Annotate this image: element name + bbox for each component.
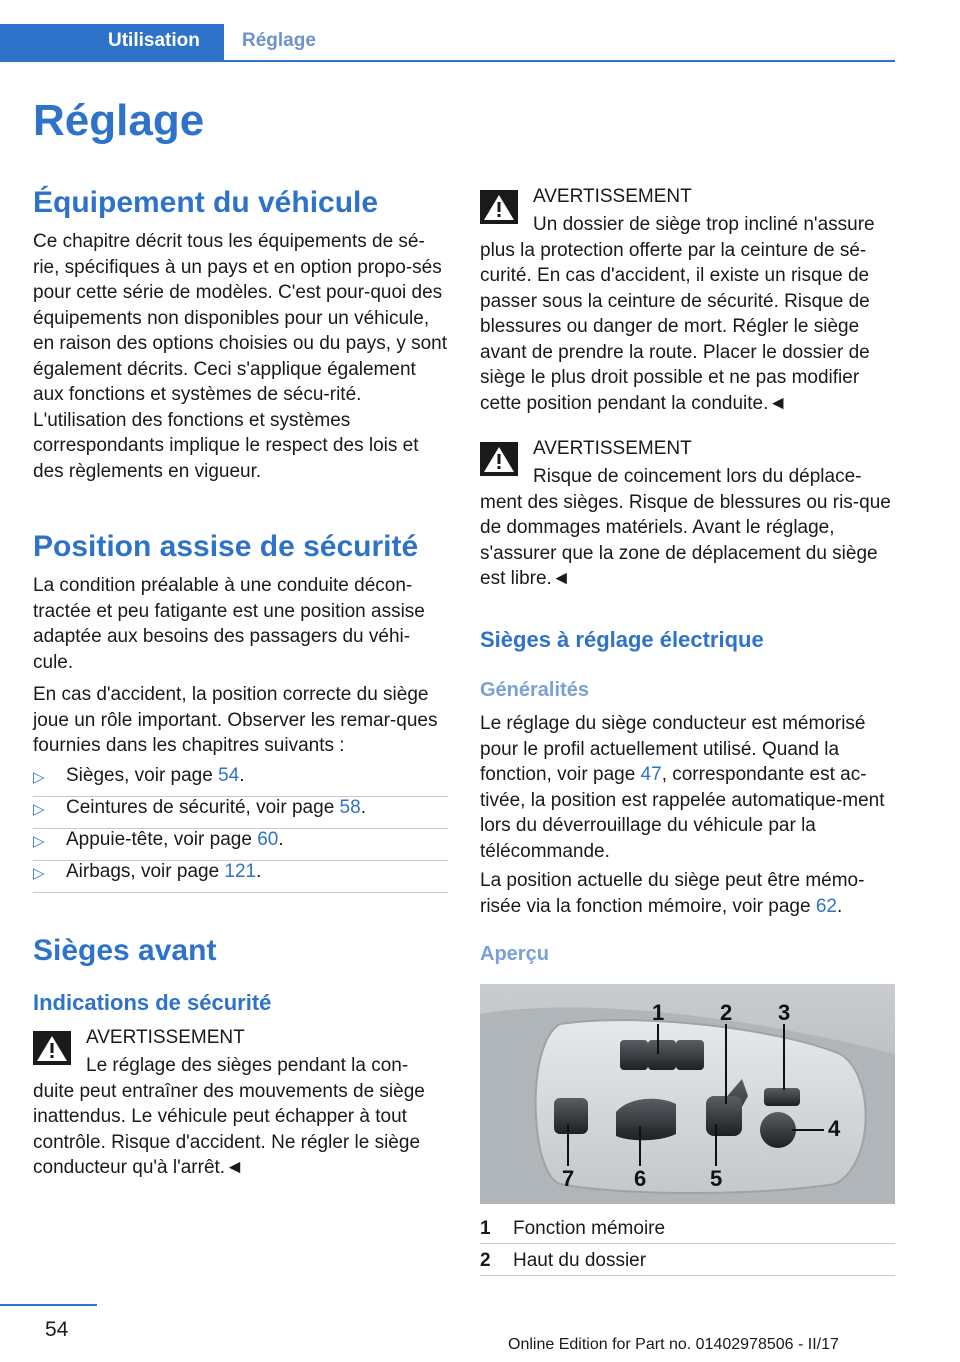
thigh-support-switch[interactable]	[554, 1098, 588, 1134]
page-title: Réglage	[33, 96, 205, 145]
section-title-equipement: Équipement du véhicule	[33, 186, 379, 219]
legend-row	[480, 1214, 895, 1244]
section-body-generalites-2: La position actuelle du siège peut être mémo-risée via la fonction mémoire, voir page 62.	[480, 870, 865, 917]
page-link[interactable]: 47	[640, 764, 662, 785]
callout-label: 6	[634, 1166, 647, 1191]
triangle-bullet-icon: ▷	[33, 769, 45, 786]
legend-text: Haut du dossier	[513, 1250, 647, 1271]
callout-label: 1	[652, 1000, 665, 1025]
footer-rule	[0, 1304, 97, 1306]
section-body-generalites-1: Le réglage du siège conducteur est mémorisé pour le profil actuellement utilisé. Quand la fonction, voir page 47, correspondante est ac-tivée, la position est rappelée automatique-ment lors du déverrouillage du véhicule par la télécommande.	[480, 713, 885, 862]
legend-row	[480, 1246, 895, 1276]
edition-note: Online Edition for Part no. 01402978506 - II/17	[508, 1336, 839, 1353]
warning-title: AVERTISSEMENT	[533, 438, 692, 459]
warning-body: Le réglage des sièges pendant la con-duite peut entraîner des mouvements de siège inattendus. Le véhicule peut échapper à tout contrôle. Risque d'accident. Ne régler le siège conducteur qu'à l'arrêt.◄	[33, 1055, 425, 1178]
section-body-equipement: Ce chapitre décrit tous les équipements de sé-rie, spécifiques à un pays et en option propo-sés pour cette série de modèles. C'est pour-quoi des équipements non disponibles pour un véhicule, en raison des options choisies ou du pays, y sont également décrits. Ceci s'applique également aux fonctions et systèmes de sécu-rité. L'utilisation des fonctions et systèmes correspondants implique le respect des lois et des règlements en vigueur.	[33, 231, 448, 482]
backrest-switch[interactable]	[706, 1096, 742, 1136]
list-item: ▷ Airbags, voir page 121.	[33, 861, 448, 893]
subsection-title-apercu: Aperçu	[480, 943, 549, 965]
headrest-switch[interactable]	[764, 1088, 800, 1106]
legend-text: Fonction mémoire	[513, 1218, 666, 1239]
callout-label: 5	[710, 1166, 723, 1191]
list-item-text: Sièges, voir page	[66, 765, 219, 786]
memory-button[interactable]	[648, 1040, 676, 1070]
tab-reglage[interactable]: Réglage	[242, 30, 316, 51]
warning-body: Un dossier de siège trop incliné n'assure plus la protection offerte par la ceinture de sé-curité. En cas d'accident, il existe un risque de passer sous la ceinture de sécurité. Risque de blessures ou danger de mort. Régler le siège avant de prendre la route. Placer le dossier de siège le plus droit possible et ne pas modifier cette position pendant la conduite.◄	[480, 214, 875, 414]
legend-number: 2	[480, 1250, 491, 1271]
warning-title: AVERTISSEMENT	[86, 1027, 245, 1048]
page-link[interactable]: 60	[257, 829, 279, 850]
seat-switch[interactable]	[616, 1099, 676, 1141]
list-item-text: Appuie-tête, voir page	[66, 829, 258, 850]
header-bar	[0, 24, 895, 62]
section-title-position: Position assise de sécurité	[33, 530, 419, 563]
page-number: 54	[45, 1318, 69, 1341]
section-title-sieges-avant: Sièges avant	[33, 934, 217, 967]
page-link[interactable]: 62	[815, 895, 837, 917]
warning-body: Risque de coincement lors du déplace-ment des sièges. Risque de blessures ou ris-que de dommages matériels. Avant le réglage, s'assurer que la zone de déplacement du siège est libre.◄	[480, 466, 891, 589]
triangle-bullet-icon: ▷	[33, 833, 45, 850]
memory-button[interactable]	[676, 1040, 704, 1070]
triangle-bullet-icon: ▷	[33, 801, 45, 818]
section-title-reglage-electrique: Sièges à réglage électrique	[480, 627, 764, 652]
list-item-text: Airbags, voir page	[66, 861, 225, 882]
memory-button[interactable]	[620, 1040, 648, 1070]
page-link[interactable]: 121	[224, 861, 257, 882]
list-item-text: Ceintures de sécurité, voir page	[66, 797, 340, 818]
page-link[interactable]: 58	[339, 797, 361, 818]
callout-label: 2	[720, 1000, 733, 1025]
list-item: ▷ Appuie-tête, voir page 60.	[33, 829, 448, 861]
section-body-position-2: En cas d'accident, la position correcte du siège joue un rôle important. Observer les remar-ques fournies dans les chapitres suivants :	[33, 684, 438, 756]
list-item: ▷ Sièges, voir page 54.	[33, 765, 448, 797]
page-link[interactable]: 54	[218, 765, 240, 786]
warning-title: AVERTISSEMENT	[533, 186, 692, 207]
callout-label: 4	[828, 1116, 841, 1141]
callout-label: 3	[778, 1000, 791, 1025]
seat-controls-illustration	[480, 984, 895, 1204]
triangle-bullet-icon: ▷	[33, 865, 45, 882]
section-body-position-1: La condition préalable à une conduite décon-tractée et peu fatigante est une position assise adaptée aux besoins des passagers du véhi-cule.	[33, 575, 425, 673]
list-item: ▷ Ceintures de sécurité, voir page 58.	[33, 797, 448, 829]
legend-number: 1	[480, 1218, 491, 1239]
callout-label: 7	[562, 1166, 575, 1191]
subsection-title-generalites: Généralités	[480, 679, 589, 701]
subsection-title-securite: Indications de sécurité	[33, 990, 272, 1015]
tab-utilisation[interactable]: Utilisation	[0, 24, 224, 62]
seat-controls-image	[480, 984, 895, 1204]
lumbar-switch[interactable]	[760, 1112, 796, 1148]
